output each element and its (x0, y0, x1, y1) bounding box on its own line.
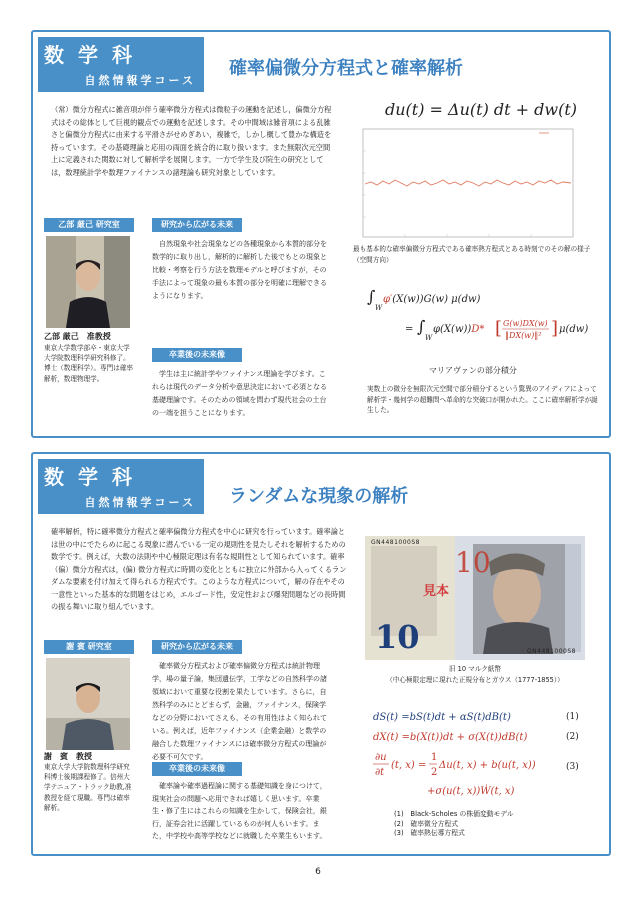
professor-photo (46, 658, 130, 750)
intro-text: （常）微分方程式に雑音項が伴う確率微分方程式は微粒子の運動を記述し，偏微分方程式はその総体として巨視的観点での運動を記述します。その中間域は雑音項による乱雑さと偏微分方程式に由来する平滑さがせめぎあい，複雑で，しかし概して豊かな構造を持っています。その基礎理論と応用の両面を統合的に取り扱います。また無限次元空間上に定義された関数に対して解析学を展開します。一方で学生及び院生の研究としては，数理統計学や数理ファイナンスの諸理論も研究対象としています。 (51, 105, 332, 177)
equation-number-2: (2) (566, 732, 579, 742)
equation-number-1: (1) (566, 712, 579, 722)
department-badge (38, 459, 204, 514)
solution-graph (353, 127, 577, 245)
graph-caption: 最も基本的な確率偏微分方程式である確率熱方程式とある時刻でのその解の様子（空間方向） (353, 245, 591, 264)
svg-text:∫: ∫ (417, 317, 426, 336)
equation-2: dX(t) =b(X(t))dt + σ(X(t))dB(t) (373, 732, 528, 743)
svg-text:φ(X(w))D*: φ(X(w))D* (433, 324, 485, 335)
svg-text:[: [ (495, 318, 503, 339)
equation-number-3: (3) (566, 762, 579, 772)
portrait-graphic (46, 658, 130, 750)
svg-text:1: 1 (431, 752, 438, 763)
professor-photo (46, 236, 130, 328)
spde-equation: du(t) = Δu(t) dt + dw(t) (385, 100, 577, 119)
svg-text:‖DX(w)‖²: ‖DX(w)‖² (505, 331, 542, 340)
banknote-caption-line-1: 旧 10 マルク紙幣 (448, 665, 501, 673)
svg-text:+σ(u(t, x))Ẇ(t, x): +σ(u(t, x))Ẇ(t, x) (427, 786, 515, 797)
svg-text:W: W (375, 304, 383, 312)
malliavin-caption: マリアヴァンの部分積分 (429, 366, 517, 375)
career-text: 確率論や確率過程論に関する基礎知識を身につけて，現実社会の問題へ応用できれば嬉しく思います。卒業生・修了生にはこれらの知識を生かして，保険会社，銀行，証券会社に活躍しているものが何人もいます。また，中学校や高等学校などに就職した卒業生もいます。 (152, 782, 327, 840)
svg-text:(t, x) =: (t, x) = (391, 760, 427, 771)
professor-bio: 東京大学大学院数理科学研究科博士後期課程修了。信州大学テニュア・トラック助教,准教授を経て現職。専門は確率解析。 (44, 763, 132, 812)
note-1: (1) Black-Scholes の株価変動モデル (394, 810, 514, 818)
department-name: 数学科 (44, 465, 146, 489)
svg-text:∫: ∫ (367, 288, 376, 306)
equation-1: dS(t) =bS(t)dt + αS(t)dB(t) (373, 712, 511, 723)
svg-text:W: W (425, 334, 433, 342)
professor-bio: 東京大学数学部卒・東京大学大学院数理科学研究科修了。博士（数理科学）。専門は確率解析，数理物理学。 (44, 344, 134, 383)
note-2: (2) 確率微分方程式 (394, 819, 459, 828)
professor-name: 乙部 厳己 准教授 (44, 332, 111, 341)
course-name: 自然情報学コース (84, 496, 196, 509)
svg-text:Δu(t, x) + b(u(t, x)): Δu(t, x) + b(u(t, x)) (439, 760, 536, 771)
note-3: (3) 確率熱伝導方程式 (394, 829, 465, 837)
banknote-caption (365, 664, 585, 685)
research-future-text: 確率微分方程式および確率偏微分方程式は統計物理学，場の量子論，集団遺伝学，工学などの自然科学の諸領域において重要な役割を果たしています。さらに，自然科学のみにとどまらず，金融，ファイナンス，保険学などの分野においてさえも，その有用性はよく知られている。例えば，近年ファイナンス（企業金融）と数学の融合した数理ファイナンスには確率微分方程式の理論が必要不可欠です。 (152, 662, 327, 761)
research-panel-otobe (31, 30, 611, 438)
banknote-serial: GN4481000S8 (371, 539, 420, 546)
svg-text:G(w)DX(w): G(w)DX(w) (503, 319, 548, 328)
svg-text:]: ] (551, 318, 559, 339)
svg-text:=: = (405, 324, 414, 335)
career-text: 学生は主に統計学やファイナンス理論を学びます。これらは現代のデータ分析や意思決定において必須となる基礎理論です。そのための領域を問わず現代社会の土台の一端を担うことになります。 (152, 370, 327, 417)
page-number: 6 (315, 867, 321, 877)
course-name: 自然情報学コース (84, 74, 196, 87)
research-future-tab: 研究から広がる未来 (152, 218, 242, 232)
research-future-tab: 研究から広がる未来 (152, 640, 242, 654)
department-badge (38, 37, 204, 92)
equation-3 (371, 748, 567, 802)
banknote-serial-2: GN4481000S8 (527, 648, 576, 655)
svg-text:∂t: ∂t (375, 767, 385, 778)
portrait-graphic (46, 236, 130, 328)
equation-notes (394, 810, 514, 839)
solution-curve (365, 180, 571, 186)
research-future-text: 自然現象や社会現象などの各種現象から本質的部分を数学的に取り出し，解析的に解析した後でもとの現象と比較・考察を行う方法を数理モデルと呼びますが，その手法によって現象の最も本質の部分を明確に理解できるようになります。 (152, 240, 327, 300)
intro-text: 確率解析，特に確率微分方程式と確率偏微分方程式を中心に研究を行っています。確率論とは世の中にでたらめに起こる現象に潜んでいる一定の規則性を見たしそれを解析するための数学です。例えば，大数の法則や中心極限定理は有名な規則性として知られています。確率（偏）微分方程式は，(偏) 微分方程式に時間の変化とともに独立に外部から入ってくるランダムな要素を付け加えて得られる方程式です。このような方程式について，解の存在やその一意性といった基本的な問題をはじめ，エルゴード性，安定性および爆発問題などの長時間の振る舞いに取り組んでいます。 (51, 527, 347, 611)
panel-title: 確率偏微分方程式と確率解析 (229, 58, 463, 79)
banknote-image (365, 536, 585, 660)
banknote-caption-line-2: （中心極限定理に現れた正規分布とガウス（1777-1855）） (386, 675, 564, 684)
department-name: 数学科 (44, 43, 146, 67)
banknote-stamp: 見本 (423, 584, 450, 599)
career-tab: 卒業後の未来像 (152, 348, 242, 362)
career-tab: 卒業後の未来像 (152, 762, 242, 776)
svg-text:φ′(X(w))G(w) μ(dw): φ′(X(w))G(w) μ(dw) (383, 294, 481, 305)
malliavin-formula (361, 288, 593, 344)
panel-title: ランダムな現象の解析 (229, 486, 409, 507)
lab-tab: 謝 賓 研究室 (44, 640, 134, 654)
research-panel-xie (31, 452, 611, 856)
svg-text:10: 10 (455, 546, 491, 579)
svg-text:μ(dw): μ(dw) (559, 324, 589, 335)
svg-text:∂u: ∂u (375, 752, 387, 763)
lab-tab: 乙部 厳己 研究室 (44, 218, 134, 232)
professor-name: 謝 賓 教授 (44, 752, 92, 761)
svg-text:2: 2 (431, 767, 438, 778)
malliavin-text: 実数上の微分を無限次元空間で部分積分するという驚異のアイディアによって解析学・幾何学の超難問へ革命的な突破口が開かれた。ここに確率解析学が誕生した。 (367, 385, 598, 414)
banknote-value: 10 (375, 618, 420, 656)
